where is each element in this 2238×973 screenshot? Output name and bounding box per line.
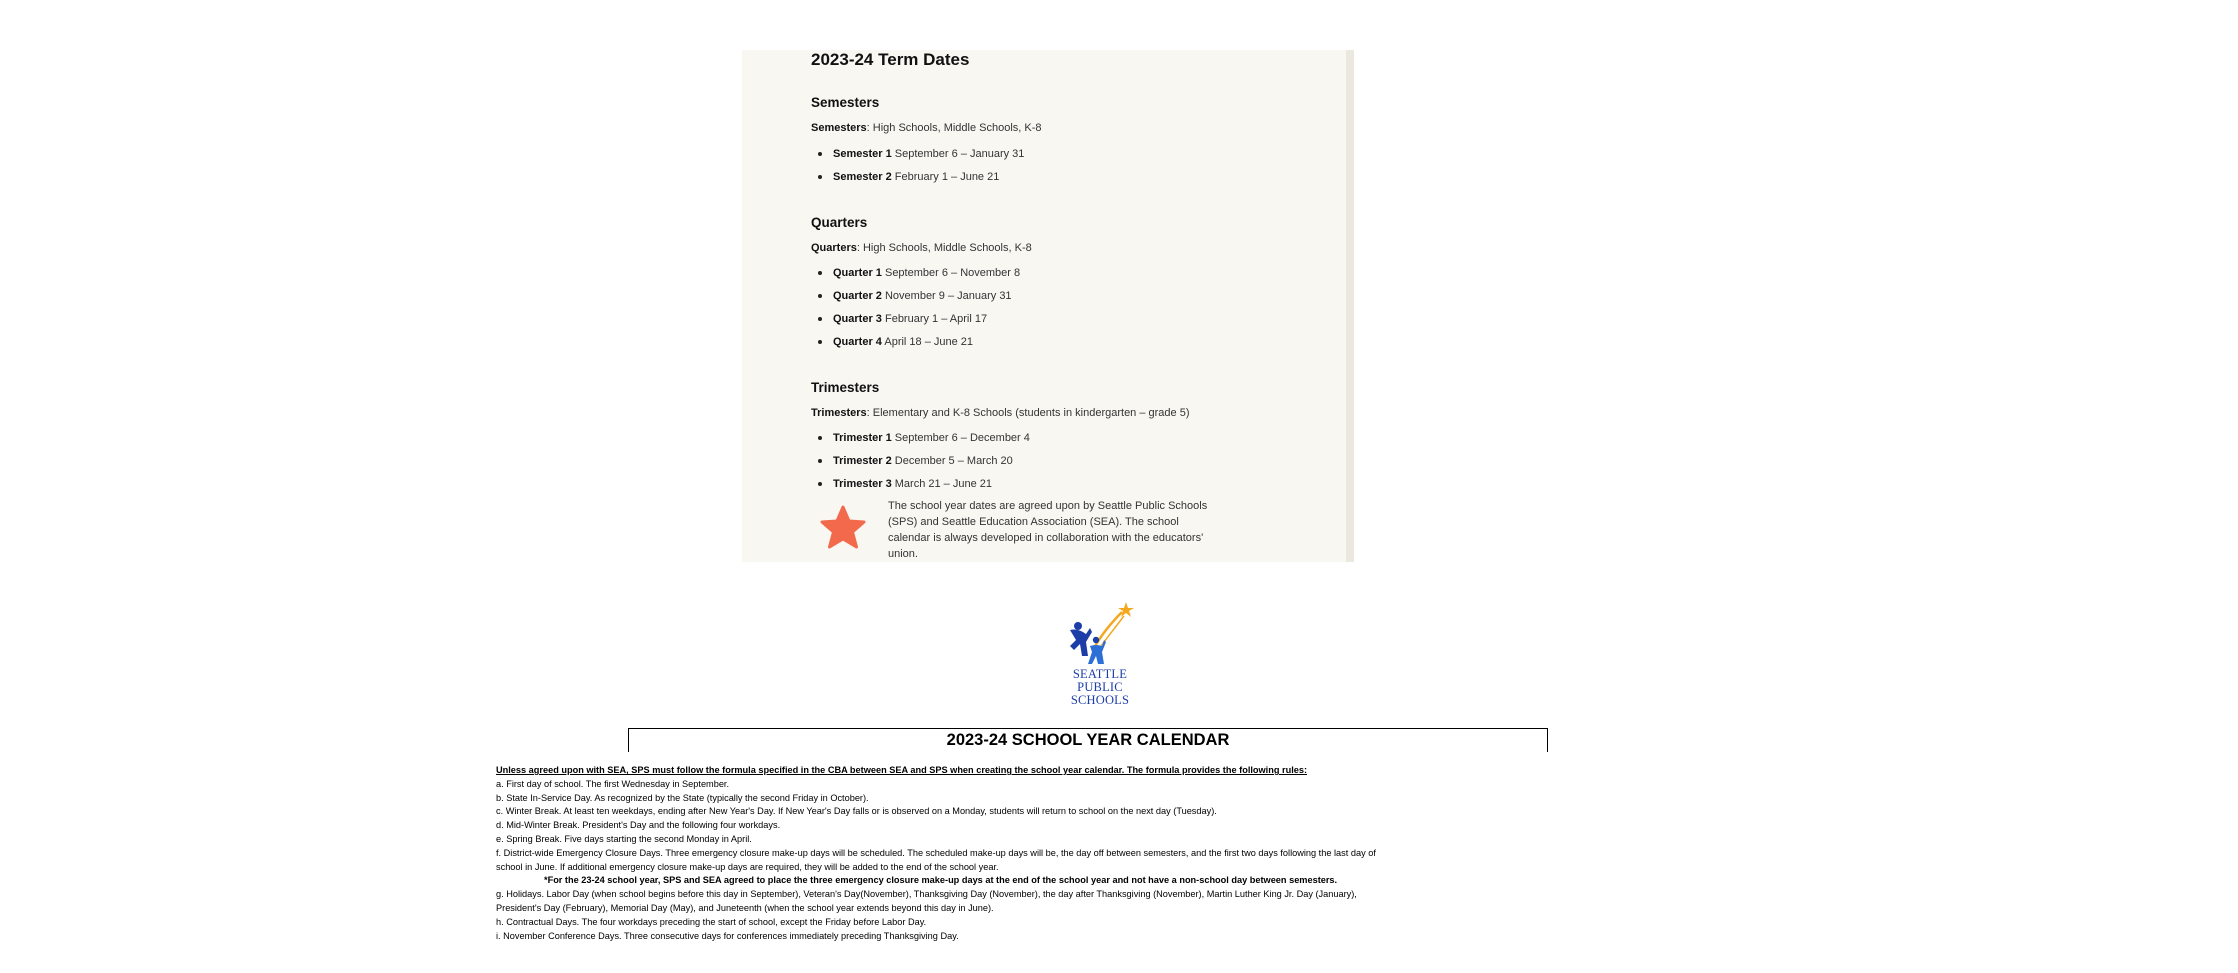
rule-line: b. State In-Service Day. As recognized by the State (typically the second Friday in October).: [496, 792, 869, 803]
list-item: [811, 170, 1024, 193]
section-heading-trimesters: Trimesters: [811, 380, 880, 395]
logo-line: PUBLIC: [1077, 680, 1123, 694]
rule-line: h. Contractual Days. The four workdays preceding the start of school, except the Friday before Labor Day.: [496, 916, 927, 927]
intro-text: : Elementary and K-8 Schools (students in kindergarten – grade 5): [866, 407, 1190, 419]
section-heading-semesters: Semesters: [811, 95, 880, 110]
scrollbar[interactable]: [1346, 50, 1354, 562]
item-dates: September 6 – December 4: [891, 432, 1030, 444]
list-item: [811, 335, 1020, 358]
semester-list: [811, 147, 1024, 193]
rule-line: i. November Conference Days. Three consecutive days for conferences immediately preceding Thanksgiving Day.: [496, 930, 959, 941]
list-item: [811, 454, 1030, 477]
intro-label: Quarters: [811, 242, 857, 254]
list-item: [811, 431, 1030, 454]
list-item: [811, 477, 1030, 500]
section-intro-semesters: [811, 122, 1042, 134]
list-item: [811, 147, 1024, 170]
item-dates: September 6 – November 8: [881, 267, 1021, 279]
item-label: Semester 2: [833, 171, 892, 183]
page-title: 2023-24 Term Dates: [811, 50, 970, 69]
rule-line: g. Holidays. Labor Day (when school begins before this day in September), Veteran's Day(November), Thanksgiving Day (November), the day after Thanksgiving (November), Martin Luther King Jr. Day (January),: [496, 889, 1357, 900]
item-dates: April 18 – June 21: [881, 336, 974, 348]
section-heading-quarters: Quarters: [811, 215, 868, 230]
item-dates: September 6 – January 31: [891, 148, 1025, 160]
term-dates-panel: [742, 50, 1354, 562]
item-label: Trimester 3: [833, 478, 892, 490]
logo-text: [1064, 668, 1136, 707]
rule-line: President's Day (February), Memorial Day (May), and Juneteenth (when the school year extends beyond this day in June).: [496, 902, 994, 913]
section-intro-quarters: [811, 242, 1032, 254]
item-dates: February 1 – June 21: [891, 171, 1000, 183]
item-label: Quarter 2: [833, 290, 882, 302]
rule-line: d. Mid-Winter Break. President's Day and the following four workdays.: [496, 820, 781, 831]
intro-label: Trimesters: [811, 407, 867, 419]
rule-line: c. Winter Break. At least ten weekdays, ending after New Year's Day. If New Year's Day falls or is observed on a Monday, students will return to school on the next day (Tuesday).: [496, 806, 1217, 817]
list-item: [811, 289, 1020, 312]
section-intro-trimesters: [811, 407, 1190, 419]
intro-text: : High Schools, Middle Schools, K-8: [866, 122, 1042, 134]
callout-text: The school year dates are agreed upon by Seattle Public Schools (SPS) and Seattle Education Association (SEA). The school calendar is always developed in collaboration with the educators' union.: [888, 500, 1208, 560]
item-dates: February 1 – April 17: [881, 313, 988, 325]
item-dates: November 9 – January 31: [881, 290, 1012, 302]
rule-line: f. District-wide Emergency Closure Days. Three emergency closure make-up days will be scheduled. The scheduled make-up days will be, the day off between semesters, and the first two days following the last day of: [496, 847, 1376, 858]
logo-line: SCHOOLS: [1070, 693, 1130, 707]
star-icon: [819, 504, 867, 552]
trimester-list: [811, 431, 1030, 500]
item-label: Quarter 1: [833, 267, 882, 279]
rule-note: *For the 23-24 school year, SPS and SEA agreed to place the three emergency closure make-up days at the end of the school year and not have a non-school day between semesters.: [544, 875, 1338, 886]
rules-lead: Unless agreed upon with SEA, SPS must follow the formula specified in the CBA between SEA and SPS when creating the school year calendar. The formula provides the following rules:: [496, 765, 1308, 775]
quarter-list: [811, 266, 1020, 358]
intro-text: : High Schools, Middle Schools, K-8: [856, 242, 1032, 254]
item-dates: December 5 – March 20: [891, 455, 1013, 467]
item-label: Quarter 3: [833, 313, 882, 325]
item-label: Quarter 4: [833, 336, 882, 348]
item-dates: March 21 – June 21: [891, 478, 992, 490]
item-label: Trimester 2: [833, 455, 892, 467]
seattle-public-schools-logo: [1064, 600, 1136, 710]
calendar-title: 2023-24 SCHOOL YEAR CALENDAR: [946, 731, 1230, 749]
sps-sea-callout: [811, 498, 1231, 558]
list-item: [811, 266, 1020, 289]
calendar-title-box: [628, 728, 1548, 752]
calendar-rules: [496, 764, 1496, 943]
logo-mark-icon: [1064, 600, 1136, 668]
logo-line: SEATTLE: [1072, 667, 1128, 681]
item-label: Semester 1: [833, 148, 892, 160]
item-label: Trimester 1: [833, 432, 892, 444]
rule-line: school in June. If additional emergency closure make-up days are required, they will be added to the end of the school year.: [496, 861, 999, 872]
list-item: [811, 312, 1020, 335]
rule-line: a. First day of school. The first Wednesday in September.: [496, 778, 730, 789]
intro-label: Semesters: [811, 122, 867, 134]
rule-line: e. Spring Break. Five days starting the second Monday in April.: [496, 833, 752, 844]
